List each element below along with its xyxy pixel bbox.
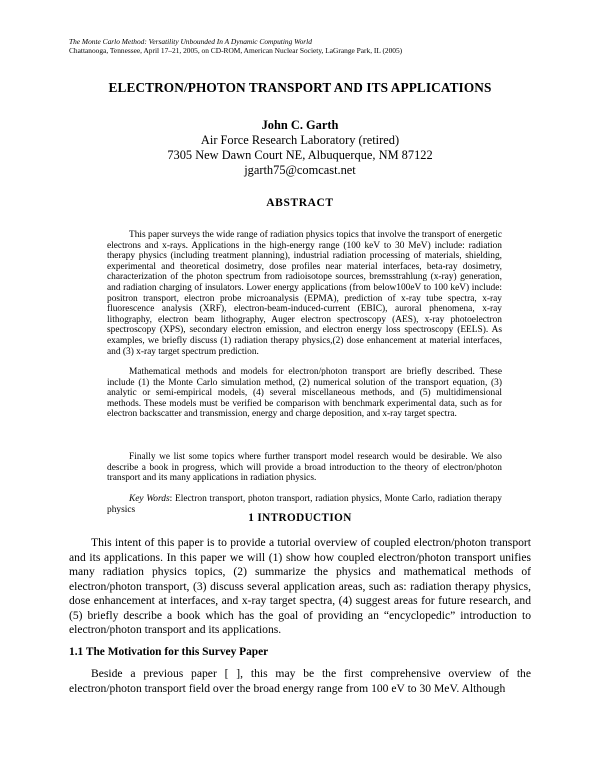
author-affiliation: Air Force Research Laboratory (retired) [200, 133, 400, 147]
paper-title: ELECTRON/PHOTON TRANSPORT AND ITS APPLICATIONS [108, 80, 492, 95]
keywords-label: Key Words [129, 494, 170, 504]
keywords-list: : Electron transport, photon transport, radiation physics, Monte Carlo, radiation therapy physics [107, 494, 502, 515]
author-name: John C. Garth [261, 118, 339, 132]
intro-paragraph-2: Beside a previous paper [ ], this may be the first comprehensive overview of the electron/photon transport field over the broad energy range from 100 eV to 30 MeV. Although [69, 667, 531, 695]
author-email: jgarth75@comcast.net [244, 163, 356, 177]
abstract-paragraph-1: This paper surveys the wide range of radiation physics topics that involve the transport of energetic electrons and x-rays. Applications in the high-energy range (100 keV to 30 MeV) include: radiation therapy physics (including treatment planning), industrial radiation processing of materials, shielding, experimental and theoretical dosimetry, dose profiles near material interfaces, beta-ray dosimetry, characterization of the photon spectrum from radioisotope sources, bremsstrahlung (x-ray) generation, and radiation charging of insulators. Lower energy applications (from below100eV to 100 keV) include: positron transport, electron probe microanalysis (EPMA), prediction of x-ray tube spectra, x-ray fluorescence analysis (XRF), electron-beam-induced-current (EBIC), auroral phenomena, x-ray lithography, electron beam lithography, Auger electron spectroscopy (AES), x-ray photoelectron spectroscopy (XPS), secondary electron emission, and electron energy loss spectroscopy (EELS). As examples, we briefly discuss (1) radiation therapy physics,(2) dose enhancement at material interfaces, and (3) x-ray target spectrum prediction. [107, 230, 502, 357]
running-header-title: The Monte Carlo Method: Versatility Unbounded In A Dynamic Computing World [69, 37, 312, 46]
abstract-paragraph-2: Mathematical methods and models for electron/photon transport are briefly described. These include (1) the Monte Carlo simulation method, (2) numerical solution of the transport equation, (3) analytic or semi-empirical models, (4) several miscellaneous methods, and (5) multidimensional methods. These models must be verified be comparison with benchmark experimental data, such as for electron backscatter and transmission, energy and charge deposition, and x-ray target spectra. [107, 367, 502, 420]
subsection-heading: 1.1 The Motivation for this Survey Paper [69, 646, 269, 658]
section-heading-introduction: 1 INTRODUCTION [248, 512, 352, 524]
running-header-venue: Chattanooga, Tennessee, April 17–21, 2005, on CD-ROM, American Nuclear Society, LaGrange Park, IL (2005) [69, 46, 403, 55]
abstract-paragraph-3: Finally we list some topics where further transport model research would be desirable. We also describe a book in progress, which will provide a broad introduction to the theory of electron/photon transport and its many applications in radiation physics. [107, 452, 502, 484]
abstract-heading: ABSTRACT [266, 197, 334, 209]
intro-paragraph-1: This intent of this paper is to provide a tutorial overview of coupled electron/photon transport and its applications. In this paper we will (1) show how coupled electron/photon transport unifies many radiation physics topics, (2) summarize the physics and mathematical methods of electron/photon transport, (3) discuss several application areas, such as: radiation therapy physics, dose enhancement at interfaces, and x-ray target spectra, (4) suggest areas for future research, and (5) briefly describe a book which has the goal of providing an “encyclopedic” introduction to electron/photon transport and its applications. [69, 536, 531, 636]
author-address: 7305 New Dawn Court NE, Albuquerque, NM 87122 [167, 148, 433, 162]
